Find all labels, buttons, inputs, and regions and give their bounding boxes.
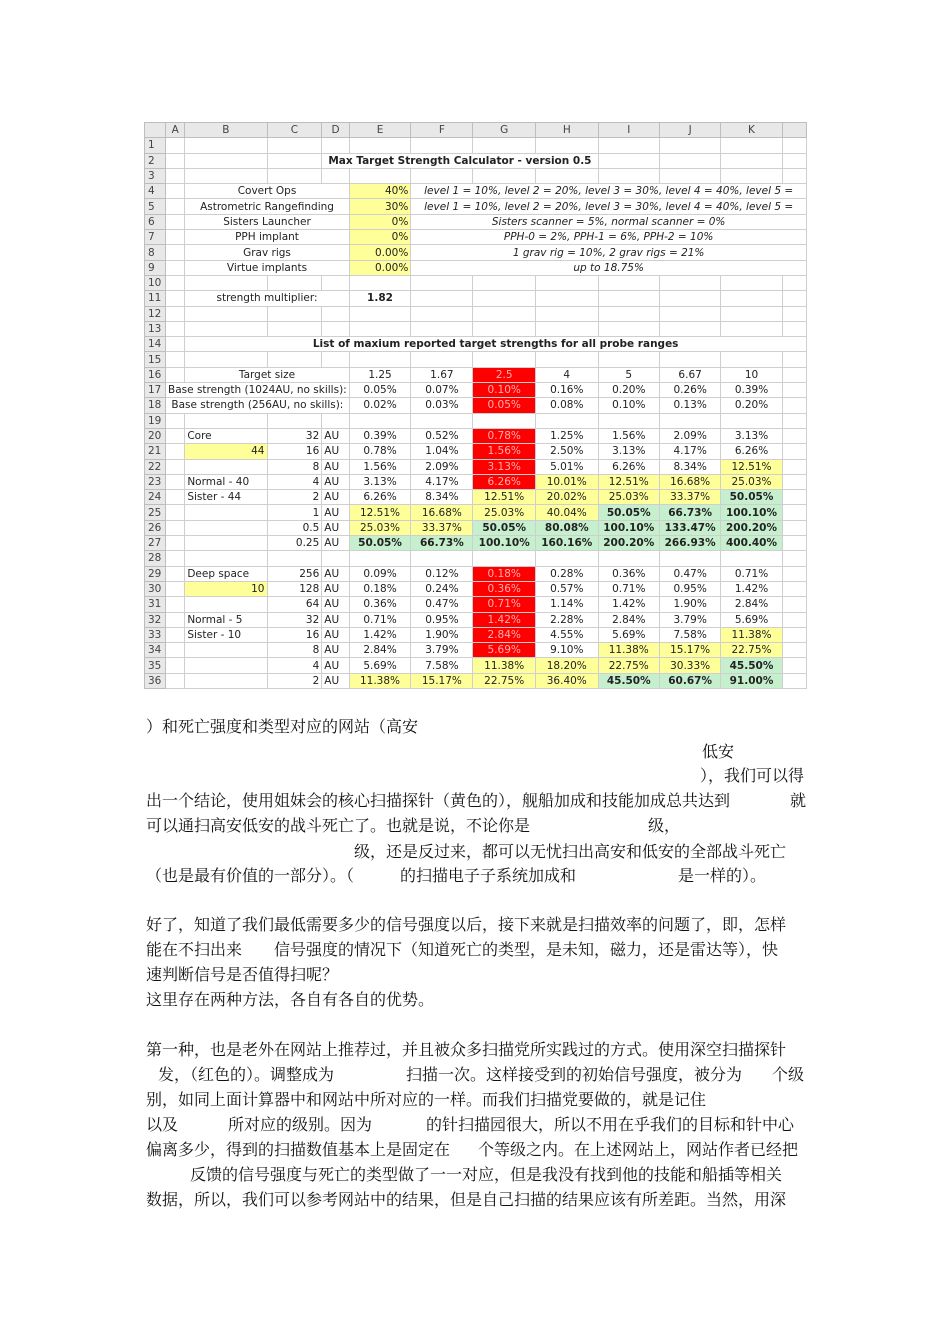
strength-value: 2.84% <box>598 612 659 627</box>
target-size: 2.5 <box>473 367 536 382</box>
column-header: D <box>322 123 349 138</box>
strength-value: 1.90% <box>411 627 473 642</box>
row-header: 31 <box>145 597 166 612</box>
strength-value: 1.04% <box>411 444 473 459</box>
strength-value: 266.93% <box>659 536 720 551</box>
input-note: level 1 = 10%, level 2 = 20%, level 3 = 30%, level 4 = 40%, level 5 = <box>411 199 807 214</box>
input-value: 30% <box>349 199 411 214</box>
row-header: 12 <box>145 306 166 321</box>
input-note: 1 grav rig = 10%, 2 grav rigs = 21% <box>411 245 807 260</box>
paragraph-line: 好了，知道了我们最低需要多少的信号强度以后，接下来就是扫描效率的问题了，即，怎样 <box>146 915 787 934</box>
strength-value: 3.79% <box>411 643 473 658</box>
row-header: 27 <box>145 536 166 551</box>
unit: AU <box>322 597 349 612</box>
paragraph-line: 反馈的信号强度与死亡的类型做了一一对应，但是我没有找到他的技能和船插等相关 <box>190 1165 783 1184</box>
row-header: 4 <box>145 184 166 199</box>
base-strength: 0.26% <box>659 383 720 398</box>
strength-value: 200.20% <box>598 536 659 551</box>
strength-value: 0.71% <box>598 581 659 596</box>
row-header: 19 <box>145 413 166 428</box>
range-value: 32 <box>267 612 322 627</box>
input-note: Sisters scanner = 5%, normal scanner = 0% <box>411 214 807 229</box>
input-value: 40% <box>349 184 411 199</box>
strength-value: 15.17% <box>659 643 720 658</box>
base-strength: 0.39% <box>721 383 782 398</box>
base-strength: 0.03% <box>411 398 473 413</box>
strength-value: 4.17% <box>659 444 720 459</box>
input-label: Sisters Launcher <box>185 214 349 229</box>
group-label: Normal - 5 <box>185 612 267 627</box>
target-size: 5 <box>598 367 659 382</box>
row-header: 28 <box>145 551 166 566</box>
row-header: 32 <box>145 612 166 627</box>
strength-value: 50.05% <box>721 490 782 505</box>
group-label: 10 <box>185 581 267 596</box>
paragraph-line: 以及 <box>146 1115 179 1134</box>
unit: AU <box>322 627 349 642</box>
strength-value: 0.47% <box>411 597 473 612</box>
strength-value: 3.13% <box>721 428 782 443</box>
strength-value: 6.26% <box>598 459 659 474</box>
strength-value: 60.67% <box>659 673 720 688</box>
paragraph-line: ），我们可以得 <box>700 766 805 785</box>
paragraph-line: 速判断信号是否值得扫呢？ <box>146 965 339 984</box>
strength-value: 6.26% <box>349 490 411 505</box>
multiplier-value: 1.82 <box>349 291 411 306</box>
paragraph-line: 的扫描电子子系统加成和 <box>400 866 577 885</box>
strength-value: 5.69% <box>721 612 782 627</box>
paragraph-line: （也是最有价值的一部分）。（ <box>146 866 355 885</box>
range-value: 16 <box>267 444 322 459</box>
strength-value: 10.01% <box>535 474 598 489</box>
paragraph-line: 第一种，也是老外在网站上推荐过，并且被众多扫描党所实践过的方式。使用深空扫描探针 <box>146 1040 787 1059</box>
paragraph-line: 发，（红色的）。调整成为 <box>158 1065 335 1084</box>
input-label: Grav rigs <box>185 245 349 260</box>
list-title: List of maxium reported target strengths for all probe ranges <box>185 337 807 352</box>
strength-value: 8.34% <box>659 459 720 474</box>
strength-value: 6.26% <box>721 444 782 459</box>
base-strength-label: Base strength (256AU, no skills): <box>166 398 350 413</box>
range-value: 4 <box>267 658 322 673</box>
input-value: 0% <box>349 214 411 229</box>
paragraph-line: 出一个结论，使用姐妹会的核心扫描探针（黄色的），舰船加成和技能加成总共达到 <box>146 791 731 810</box>
unit: AU <box>322 536 349 551</box>
strength-value: 22.75% <box>721 643 782 658</box>
column-header: J <box>659 123 720 138</box>
paragraph-line: 低安 <box>702 742 735 761</box>
strength-value: 1.90% <box>659 597 720 612</box>
strength-value: 16.68% <box>411 505 473 520</box>
strength-value: 0.36% <box>349 597 411 612</box>
base-strength: 0.20% <box>721 398 782 413</box>
strength-value: 2.84% <box>349 643 411 658</box>
strength-value: 2.50% <box>535 444 598 459</box>
strength-value: 2.09% <box>659 428 720 443</box>
row-header: 11 <box>145 291 166 306</box>
target-size: 1.67 <box>411 367 473 382</box>
column-header: F <box>411 123 473 138</box>
strength-value: 160.16% <box>535 536 598 551</box>
strength-value: 133.47% <box>659 520 720 535</box>
range-value: 8 <box>267 459 322 474</box>
unit: AU <box>322 505 349 520</box>
strength-value: 0.36% <box>598 566 659 581</box>
paragraph-line: 别，如同上面计算器中和网站中所对应的一样。而我们扫描党要做的，就是记住 <box>146 1090 707 1109</box>
paragraph-line: ）和死亡强度和类型对应的网站（高安 <box>146 717 419 736</box>
unit: AU <box>322 444 349 459</box>
strength-value: 11.38% <box>721 627 782 642</box>
unit: AU <box>322 566 349 581</box>
unit: AU <box>322 520 349 535</box>
strength-value: 25.03% <box>473 505 536 520</box>
paragraph-line: 级，还是反过来，都可以无忧扫出高安和低安的全部战斗死亡 <box>354 842 787 861</box>
paragraph-line: 信号强度的情况下（知道死亡的类型，是未知，磁力，还是雷达等），快 <box>274 940 779 959</box>
paragraph-line: 这里存在两种方法，各自有各自的优势。 <box>146 990 435 1009</box>
paragraph-line: 可以通扫高安低安的战斗死亡了。也就是说，不论你是 <box>146 816 531 835</box>
unit: AU <box>322 428 349 443</box>
strength-value: 1.42% <box>598 597 659 612</box>
strength-value: 18.20% <box>535 658 598 673</box>
paragraph-line: 级， <box>648 816 681 835</box>
column-header: B <box>185 123 267 138</box>
strength-value: 0.52% <box>411 428 473 443</box>
base-strength: 0.10% <box>473 383 536 398</box>
strength-value: 33.37% <box>411 520 473 535</box>
row-header: 25 <box>145 505 166 520</box>
input-value: 0% <box>349 230 411 245</box>
strength-value: 36.40% <box>535 673 598 688</box>
strength-value: 80.08% <box>535 520 598 535</box>
paragraph-line: 的针扫描园很大，所以不用在乎我们的目标和针中心 <box>426 1115 795 1134</box>
strength-value: 200.20% <box>721 520 782 535</box>
strength-value: 6.26% <box>473 474 536 489</box>
row-header: 8 <box>145 245 166 260</box>
strength-value: 25.03% <box>349 520 411 535</box>
strength-value: 0.18% <box>349 581 411 596</box>
column-header: G <box>473 123 536 138</box>
group-label: Core <box>185 428 267 443</box>
strength-value: 45.50% <box>598 673 659 688</box>
strength-value: 2.84% <box>473 627 536 642</box>
strength-value: 3.13% <box>473 459 536 474</box>
row-header: 5 <box>145 199 166 214</box>
paragraph-line: 个等级之内。在上述网站上，网站作者已经把 <box>478 1140 799 1159</box>
group-label: Sister - 10 <box>185 627 267 642</box>
input-note: level 1 = 10%, level 2 = 20%, level 3 = 30%, level 4 = 40%, level 5 = <box>411 184 807 199</box>
input-label: Virtue implants <box>185 260 349 275</box>
strength-value: 50.05% <box>349 536 411 551</box>
target-size: 10 <box>721 367 782 382</box>
row-header: 6 <box>145 214 166 229</box>
group-label: 44 <box>185 444 267 459</box>
strength-value: 30.33% <box>659 658 720 673</box>
strength-value: 3.13% <box>349 474 411 489</box>
calculator-title: Max Target Strength Calculator - version 0.5 <box>322 153 598 168</box>
strength-value: 5.69% <box>349 658 411 673</box>
paragraph-line: 个级 <box>772 1065 805 1084</box>
row-header: 20 <box>145 428 166 443</box>
range-value: 4 <box>267 474 322 489</box>
strength-value: 400.40% <box>721 536 782 551</box>
strength-value: 11.38% <box>598 643 659 658</box>
strength-value: 1.42% <box>349 627 411 642</box>
strength-value: 0.71% <box>349 612 411 627</box>
row-header: 22 <box>145 459 166 474</box>
paragraph-line: 能在不扫出来 <box>146 940 243 959</box>
unit: AU <box>322 581 349 596</box>
target-size: 1.25 <box>349 367 411 382</box>
input-note: up to 18.75% <box>411 260 807 275</box>
unit: AU <box>322 673 349 688</box>
unit: AU <box>322 643 349 658</box>
target-size-label: Target size <box>185 367 349 382</box>
paragraph-line: 偏离多少，得到的扫描数值基本上是固定在 <box>146 1140 451 1159</box>
range-value: 8 <box>267 643 322 658</box>
strength-value: 1.14% <box>535 597 598 612</box>
strength-value: 0.71% <box>721 566 782 581</box>
row-header: 15 <box>145 352 166 367</box>
range-value: 2 <box>267 490 322 505</box>
strength-value: 0.09% <box>349 566 411 581</box>
unit: AU <box>322 459 349 474</box>
row-header: 21 <box>145 444 166 459</box>
strength-value: 100.10% <box>473 536 536 551</box>
strength-value: 2.09% <box>411 459 473 474</box>
strength-value: 2.84% <box>721 597 782 612</box>
strength-value: 100.10% <box>721 505 782 520</box>
row-header: 26 <box>145 520 166 535</box>
base-strength: 0.10% <box>598 398 659 413</box>
strength-value: 0.57% <box>535 581 598 596</box>
strength-value: 15.17% <box>411 673 473 688</box>
strength-value: 9.10% <box>535 643 598 658</box>
input-label: PPH implant <box>185 230 349 245</box>
strength-value: 8.34% <box>411 490 473 505</box>
input-label: Astrometric Rangefinding <box>185 199 349 214</box>
paragraph-line: 是一样的）。 <box>678 866 767 885</box>
row-header: 33 <box>145 627 166 642</box>
strength-value: 0.95% <box>411 612 473 627</box>
row-header: 16 <box>145 367 166 382</box>
base-strength: 0.16% <box>535 383 598 398</box>
range-value: 32 <box>267 428 322 443</box>
range-value: 64 <box>267 597 322 612</box>
base-strength: 0.07% <box>411 383 473 398</box>
base-strength: 0.05% <box>473 398 536 413</box>
strength-value: 1.42% <box>473 612 536 627</box>
strength-value: 33.37% <box>659 490 720 505</box>
input-value: 0.00% <box>349 260 411 275</box>
target-size: 6.67 <box>659 367 720 382</box>
row-header: 34 <box>145 643 166 658</box>
strength-value: 66.73% <box>411 536 473 551</box>
strength-value: 91.00% <box>721 673 782 688</box>
row-header: 24 <box>145 490 166 505</box>
paragraph-line: 所对应的级别。因为 <box>228 1115 373 1134</box>
strength-value: 1.56% <box>598 428 659 443</box>
column-header: E <box>349 123 411 138</box>
group-label: Normal - 40 <box>185 474 267 489</box>
strength-value: 7.58% <box>659 627 720 642</box>
multiplier-label: strength multiplier: <box>185 291 349 306</box>
unit: AU <box>322 490 349 505</box>
unit: AU <box>322 474 349 489</box>
row-header: 17 <box>145 383 166 398</box>
strength-value: 25.03% <box>721 474 782 489</box>
row-header: 10 <box>145 275 166 290</box>
row-header: 9 <box>145 260 166 275</box>
strength-value: 0.12% <box>411 566 473 581</box>
strength-value: 3.13% <box>598 444 659 459</box>
strength-value: 0.28% <box>535 566 598 581</box>
strength-value: 4.55% <box>535 627 598 642</box>
strength-value: 1.56% <box>349 459 411 474</box>
range-value: 2 <box>267 673 322 688</box>
unit: AU <box>322 658 349 673</box>
row-header: 14 <box>145 337 166 352</box>
row-header: 23 <box>145 474 166 489</box>
column-header: A <box>166 123 185 138</box>
strength-value: 11.38% <box>349 673 411 688</box>
strength-value: 7.58% <box>411 658 473 673</box>
strength-value: 1.56% <box>473 444 536 459</box>
row-header: 13 <box>145 321 166 336</box>
paragraph-line: 就 <box>790 791 807 810</box>
range-value: 128 <box>267 581 322 596</box>
input-value: 0.00% <box>349 245 411 260</box>
row-header: 36 <box>145 673 166 688</box>
paragraph-line: 数据，所以，我们可以参考网站中的结果，但是自己扫描的结果应该有所差距。当然，用深 <box>146 1190 787 1209</box>
strength-value: 0.39% <box>349 428 411 443</box>
group-label: Sister - 44 <box>185 490 267 505</box>
strength-value: 0.18% <box>473 566 536 581</box>
row-header: 18 <box>145 398 166 413</box>
strength-value: 0.71% <box>473 597 536 612</box>
strength-value: 0.47% <box>659 566 720 581</box>
column-header: K <box>721 123 782 138</box>
row-header: 7 <box>145 230 166 245</box>
column-header: I <box>598 123 659 138</box>
strength-value: 2.28% <box>535 612 598 627</box>
strength-value: 0.36% <box>473 581 536 596</box>
strength-value: 100.10% <box>598 520 659 535</box>
row-header: 2 <box>145 153 166 168</box>
strength-value: 3.79% <box>659 612 720 627</box>
strength-value: 12.51% <box>598 474 659 489</box>
strength-value: 50.05% <box>598 505 659 520</box>
range-value: 1 <box>267 505 322 520</box>
base-strength: 0.05% <box>349 383 411 398</box>
strength-value: 40.04% <box>535 505 598 520</box>
strength-value: 12.51% <box>349 505 411 520</box>
strength-value: 4.17% <box>411 474 473 489</box>
strength-value: 5.69% <box>473 643 536 658</box>
strength-value: 66.73% <box>659 505 720 520</box>
strength-value: 22.75% <box>473 673 536 688</box>
strength-value: 0.24% <box>411 581 473 596</box>
paragraph-line: 扫描一次。这样接受到的初始信号强度，被分为 <box>406 1065 743 1084</box>
target-size: 4 <box>535 367 598 382</box>
row-header: 29 <box>145 566 166 581</box>
strength-value: 45.50% <box>721 658 782 673</box>
strength-value: 5.01% <box>535 459 598 474</box>
row-header: 3 <box>145 168 166 183</box>
range-value: 0.25 <box>267 536 322 551</box>
strength-value: 0.95% <box>659 581 720 596</box>
strength-value: 50.05% <box>473 520 536 535</box>
strength-value: 0.78% <box>473 428 536 443</box>
input-note: PPH-0 = 2%, PPH-1 = 6%, PPH-2 = 10% <box>411 230 807 245</box>
range-value: 16 <box>267 627 322 642</box>
column-header: C <box>267 123 322 138</box>
strength-value: 11.38% <box>473 658 536 673</box>
base-strength-label: Base strength (1024AU, no skills): <box>166 383 350 398</box>
strength-value: 16.68% <box>659 474 720 489</box>
column-header: H <box>535 123 598 138</box>
strength-value: 22.75% <box>598 658 659 673</box>
group-label: Deep space <box>185 566 267 581</box>
base-strength: 0.13% <box>659 398 720 413</box>
strength-value: 25.03% <box>598 490 659 505</box>
strength-value: 20.02% <box>535 490 598 505</box>
row-header: 1 <box>145 138 166 153</box>
strength-value: 12.51% <box>473 490 536 505</box>
strength-value: 5.69% <box>598 627 659 642</box>
base-strength: 0.20% <box>598 383 659 398</box>
strength-value: 0.78% <box>349 444 411 459</box>
base-strength: 0.08% <box>535 398 598 413</box>
strength-value: 1.42% <box>721 581 782 596</box>
input-label: Covert Ops <box>185 184 349 199</box>
base-strength: 0.02% <box>349 398 411 413</box>
strength-value: 1.25% <box>535 428 598 443</box>
strength-value: 12.51% <box>721 459 782 474</box>
row-header: 30 <box>145 581 166 596</box>
range-value: 0.5 <box>267 520 322 535</box>
unit: AU <box>322 612 349 627</box>
range-value: 256 <box>267 566 322 581</box>
row-header: 35 <box>145 658 166 673</box>
